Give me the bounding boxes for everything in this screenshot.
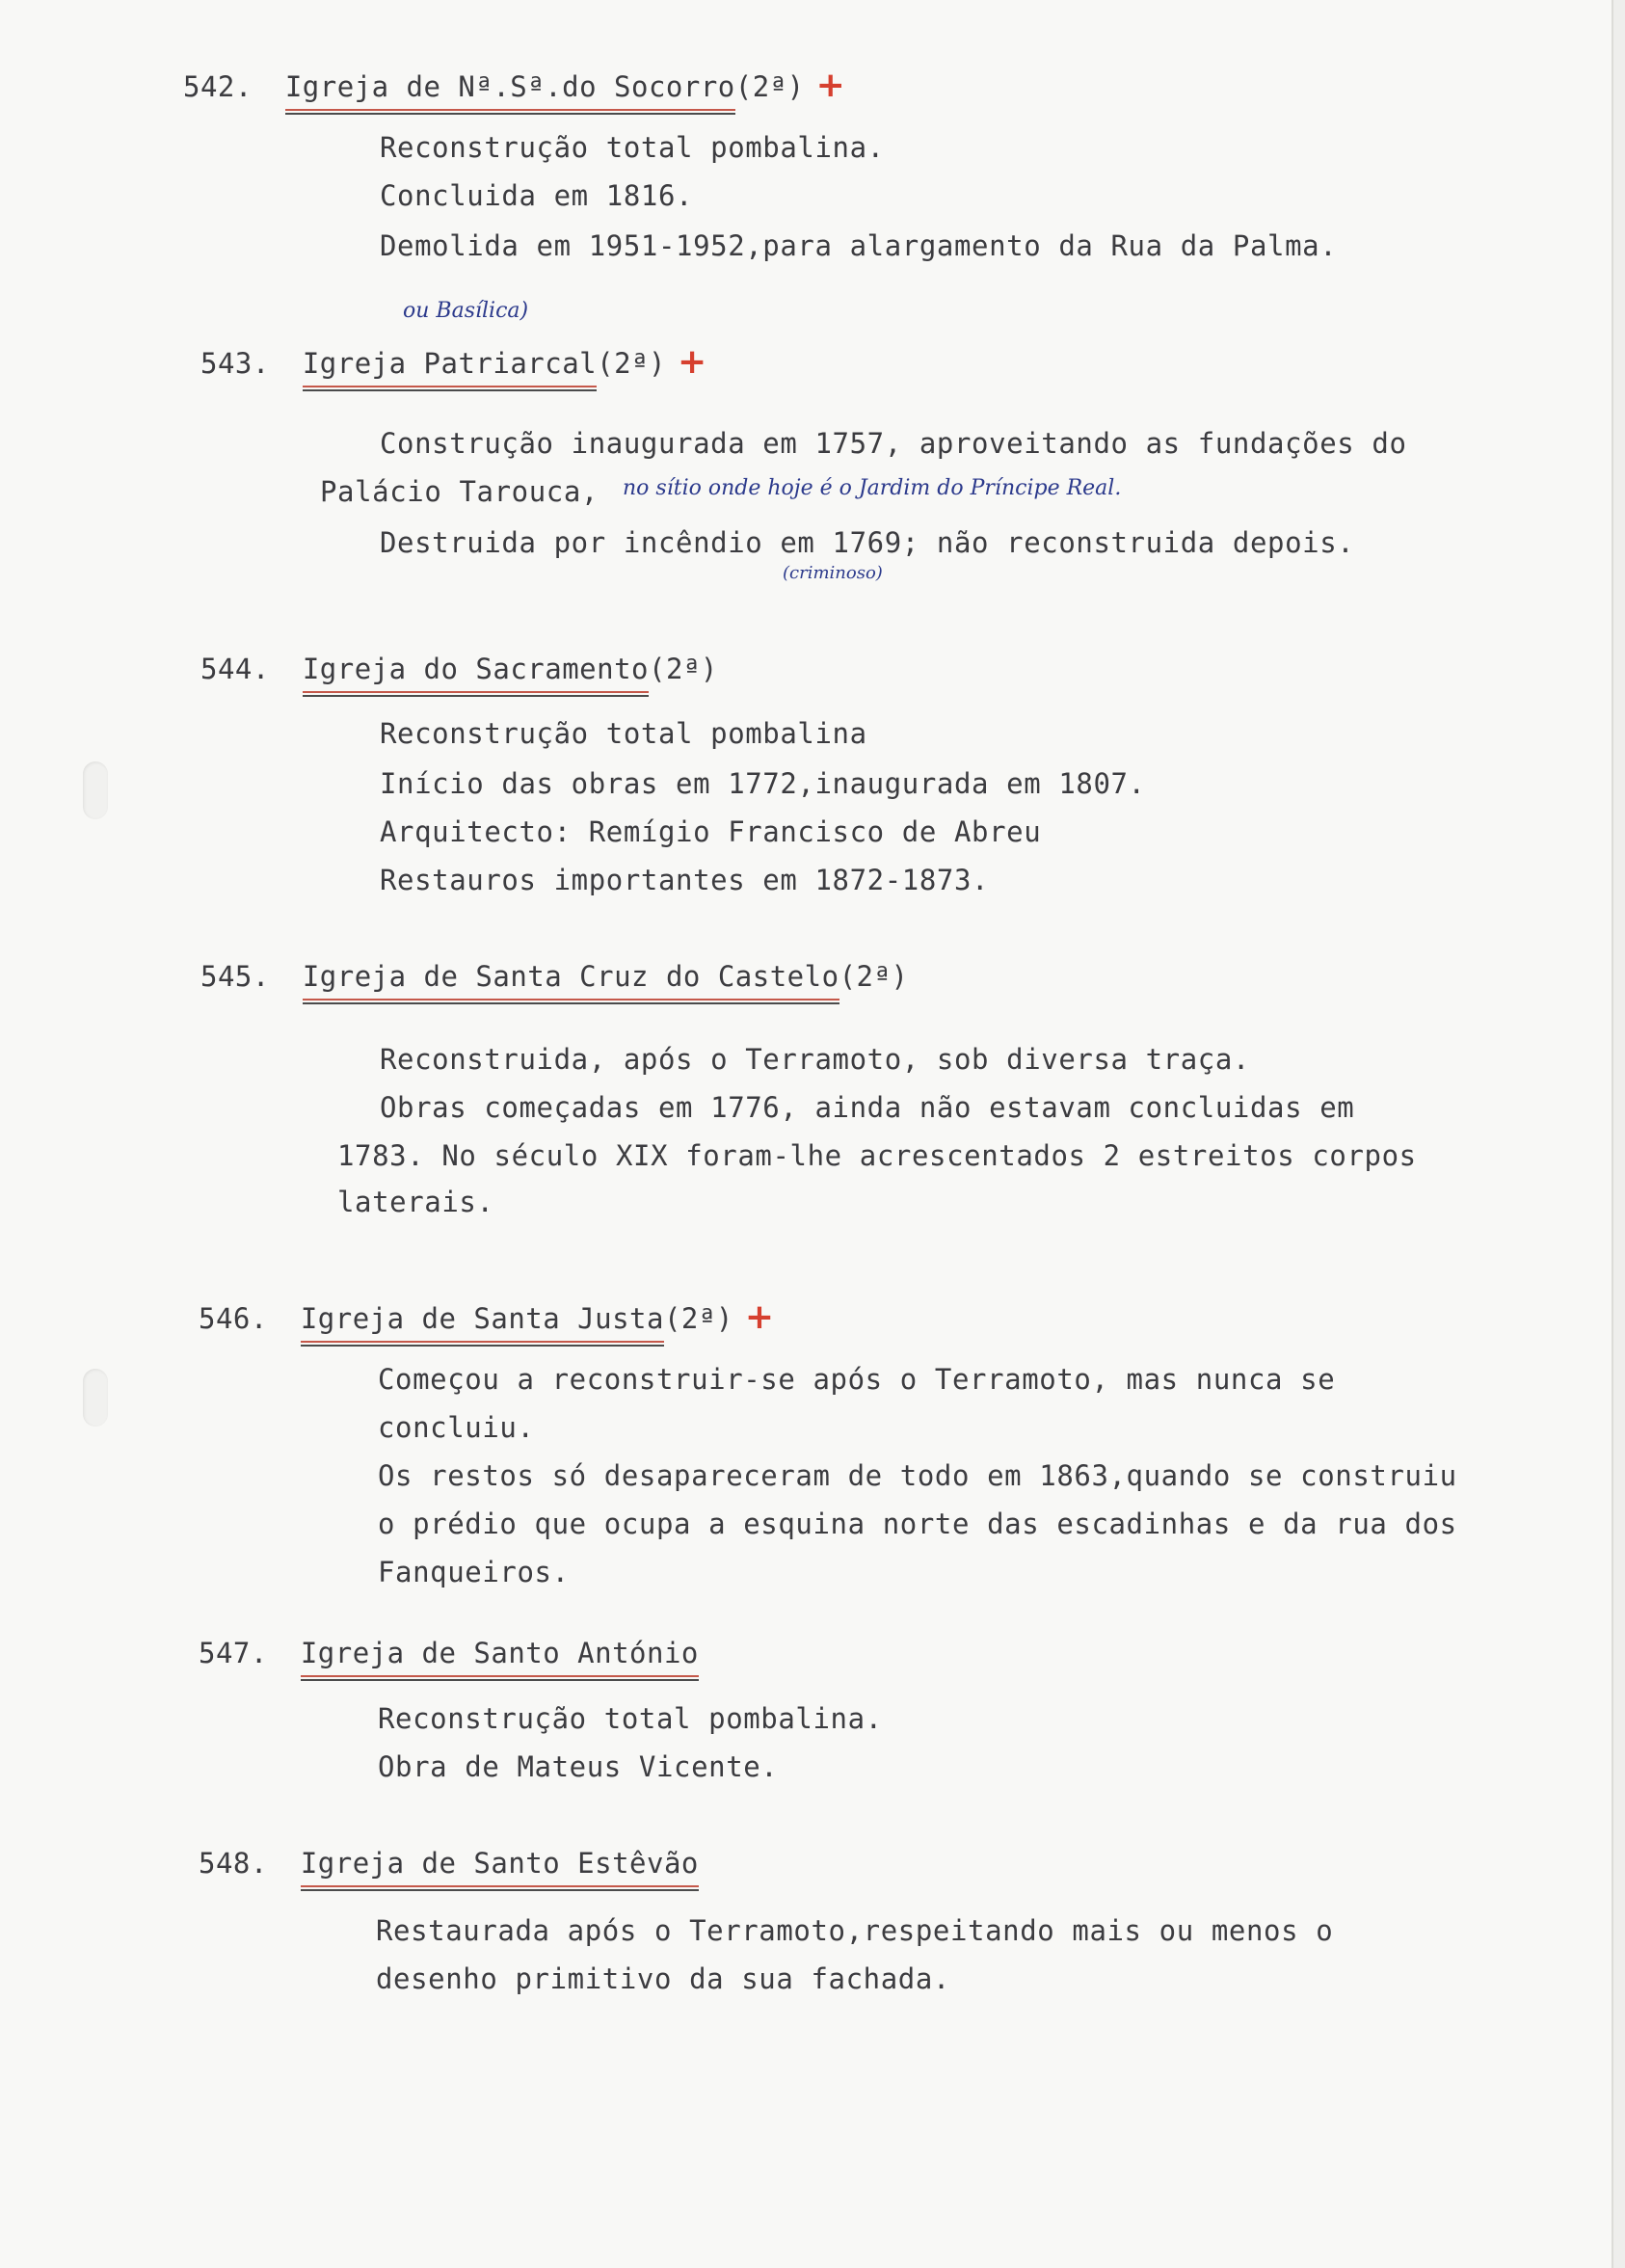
entry-line: Concluida em 1816. bbox=[380, 179, 694, 212]
entry-heading bbox=[199, 1297, 774, 1337]
entry-line: 1783. No século XIX foram-lhe acrescentados 2 estreitos corpos bbox=[337, 1139, 1417, 1172]
entry-suffix: (2ª) bbox=[839, 960, 909, 993]
entry-heading bbox=[200, 960, 908, 993]
entry-line: Começou a reconstruir-se após o Terramoto, mas nunca se bbox=[378, 1363, 1336, 1396]
entry-line: Construção inaugurada em 1757, aproveitando as fundações do bbox=[380, 427, 1407, 460]
entry-line: Restaurada após o Terramoto,respeitando mais ou menos o bbox=[376, 1914, 1334, 1947]
entry-line: Obras começadas em 1776, ainda não estavam concluidas em bbox=[380, 1091, 1355, 1124]
handwritten-note: (criminoso) bbox=[783, 563, 883, 583]
entry-number: 546. bbox=[199, 1302, 268, 1335]
entry-suffix: (2ª) bbox=[663, 1302, 733, 1335]
entry-line: Destruida por incêndio em 1769; não reconstruida depois. bbox=[380, 526, 1355, 559]
punch-hole bbox=[83, 1369, 108, 1427]
entry-heading bbox=[199, 1637, 699, 1669]
entry-title: Igreja Patriarcal bbox=[302, 347, 598, 380]
entry-title: Igreja de Santo Estêvão bbox=[300, 1847, 699, 1880]
entry-title: Igreja de Santa Justa bbox=[300, 1302, 664, 1335]
entry-line: laterais. bbox=[337, 1186, 494, 1218]
entry-line: Os restos só desapareceram de todo em 1863,quando se construiu bbox=[378, 1459, 1457, 1492]
entry-line: Fanqueiros. bbox=[378, 1556, 570, 1588]
entry-line: Reconstruida, após o Terramoto, sob diversa traça. bbox=[380, 1043, 1250, 1076]
entry-line: Reconstrução total pombalina. bbox=[380, 131, 885, 164]
entry-line: o prédio que ocupa a esquina norte das escadinhas e da rua dos bbox=[378, 1508, 1457, 1540]
punch-hole bbox=[83, 761, 108, 819]
entry-number: 548. bbox=[199, 1847, 268, 1880]
entry-number: 547. bbox=[199, 1637, 268, 1669]
entry-heading bbox=[183, 66, 845, 105]
entry-line: Palácio Tarouca, bbox=[320, 475, 599, 508]
entry-suffix: (2ª) bbox=[734, 70, 805, 103]
entry-title: Igreja de Santa Cruz do Castelo bbox=[302, 960, 839, 993]
handwritten-note: ou Basílica) bbox=[403, 299, 529, 323]
entry-title: Igreja de Nª.Sª.do Socorro bbox=[284, 70, 735, 103]
entry-number: 543. bbox=[200, 347, 270, 380]
entry-title: Igreja de Santo António bbox=[300, 1637, 699, 1669]
entry-line: Restauros importantes em 1872-1873. bbox=[380, 864, 990, 896]
entry-heading bbox=[200, 653, 718, 685]
entry-line: Obra de Mateus Vicente. bbox=[378, 1750, 779, 1783]
entry-suffix: (2ª) bbox=[597, 347, 666, 380]
entry-number: 542. bbox=[183, 70, 253, 103]
entry-line: Arquitecto: Remígio Francisco de Abreu bbox=[380, 815, 1042, 848]
red-cross-mark: + bbox=[744, 1297, 775, 1337]
handwritten-note: no sítio onde hoje é o Jardim do Príncipe Real. bbox=[623, 476, 1122, 500]
entry-suffix: (2ª) bbox=[649, 653, 718, 685]
entry-heading bbox=[200, 342, 707, 382]
entry-title: Igreja do Sacramento bbox=[302, 653, 650, 685]
entry-line: desenho primitivo da sua fachada. bbox=[376, 1962, 950, 1995]
red-cross-mark: + bbox=[677, 342, 707, 382]
entry-line: Reconstrução total pombalina. bbox=[378, 1702, 883, 1735]
entry-number: 544. bbox=[200, 653, 270, 685]
entry-line: concluiu. bbox=[378, 1411, 535, 1444]
entry-line: Início das obras em 1772,inaugurada em 1807. bbox=[380, 767, 1146, 800]
entry-number: 545. bbox=[200, 960, 270, 993]
entry-heading bbox=[199, 1847, 699, 1880]
entry-line: Reconstrução total pombalina bbox=[380, 717, 867, 750]
red-cross-mark: + bbox=[815, 66, 846, 105]
entry-line: Demolida em 1951-1952,para alargamento da Rua da Palma. bbox=[380, 229, 1338, 262]
